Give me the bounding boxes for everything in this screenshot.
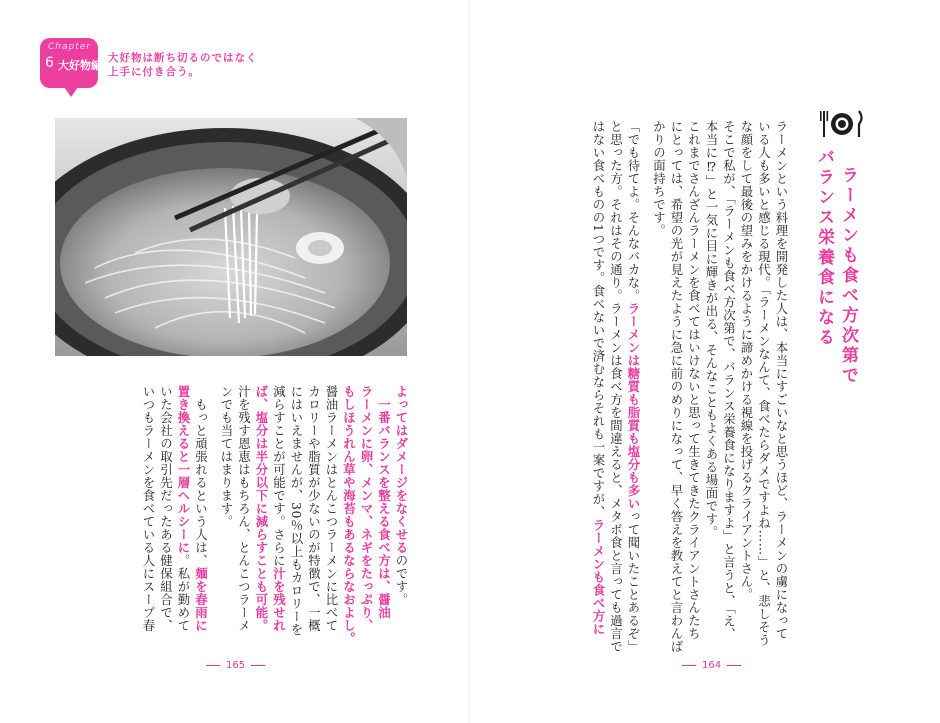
highlight-text: 一番バランスを整える食べ方は、醤油 bbox=[376, 398, 392, 619]
column-text: のです。 bbox=[394, 554, 409, 606]
column-text: 減らすことが可能です。さらに bbox=[271, 385, 287, 567]
section-heading bbox=[812, 148, 884, 386]
chapter-word: Chapter bbox=[48, 42, 91, 52]
highlight-text: 汁を残せれ bbox=[271, 567, 287, 632]
text-column bbox=[755, 120, 773, 647]
text-column bbox=[703, 120, 721, 640]
text-column bbox=[270, 385, 288, 653]
text-column bbox=[773, 120, 791, 640]
text-column bbox=[358, 385, 376, 653]
column-text: かりの面持ちです。 bbox=[651, 120, 667, 237]
chapter-subtitle bbox=[108, 51, 258, 79]
heading-line: バランス栄養食になる bbox=[814, 148, 834, 348]
text-column bbox=[393, 385, 411, 653]
chapter-subtitle-line: 上手に付き合う。 bbox=[108, 66, 200, 78]
chapter-number: 6 bbox=[45, 55, 54, 71]
column-text: カロリーや脂質が少ないのが特徴で、一概 bbox=[306, 385, 322, 632]
text-column bbox=[305, 385, 323, 653]
text-column bbox=[590, 120, 608, 640]
text-column bbox=[375, 385, 393, 653]
chapter-subtitle-line: 大好物は断ち切るのではなく bbox=[108, 52, 258, 64]
column-text: ラーメンという料理を開発した人は、本当にすごいなと思うほど、ラーメンの虜になって bbox=[774, 120, 789, 640]
column-text: な顔をして最後の望みをかけるように諦めかける視線を投げるクライアントさん。 bbox=[739, 120, 754, 601]
text-column bbox=[192, 385, 210, 653]
page-number-right bbox=[676, 660, 747, 671]
page-number-value: 164 bbox=[702, 660, 722, 671]
page-number-value: 165 bbox=[226, 660, 246, 671]
highlight-text: ラーメンも食べ方に bbox=[591, 518, 606, 636]
text-column bbox=[607, 120, 625, 653]
heading-line: ラーメンも食べ方次第で bbox=[838, 165, 858, 386]
plate-cutlery-icon bbox=[820, 108, 864, 140]
column-text: 醤油ラーメンはとんこつラーメンに比べて bbox=[324, 385, 339, 632]
text-column bbox=[323, 385, 341, 653]
text-column bbox=[625, 120, 643, 653]
highlight-text: ラーメンに卵、メンマ、ネギをたっぷり、 bbox=[359, 385, 374, 632]
column-text: と思った方。それはその通り。ラーメンは食べ方を間違えると、メタボ食と言っても過言で bbox=[608, 120, 624, 653]
text-column bbox=[210, 385, 218, 653]
column-text: そこで私が、「ラーメンも食べ方次第で、バランス栄養食になりますよ」と言うと、「え、 bbox=[721, 120, 737, 641]
text-column bbox=[738, 120, 756, 640]
chapter-title: 大好物編 bbox=[58, 59, 102, 72]
column-text: はない食べものの1つです。食べないで済むならそれも一案ですが、 bbox=[591, 120, 606, 519]
page-number-left bbox=[200, 660, 271, 671]
text-column bbox=[685, 120, 703, 640]
column-text: ンでも当てはまります。 bbox=[219, 385, 234, 528]
ramen-photo bbox=[55, 118, 407, 356]
highlight-text: ラーメンは糖質も脂質も塩分も多い bbox=[626, 302, 641, 510]
highlight-text: 麺を春雨に bbox=[193, 567, 209, 632]
left-page-body bbox=[140, 385, 411, 653]
column-text: にはいえませんが、30％以上もカロリーを bbox=[289, 385, 304, 636]
column-text: いつもラーメンを食べている人にスープ春 bbox=[141, 385, 156, 632]
text-column bbox=[288, 385, 306, 653]
text-column bbox=[650, 120, 668, 640]
text-column bbox=[642, 120, 650, 640]
text-column bbox=[218, 385, 236, 653]
column-text: 「でも待てよ。そんなバカな。 bbox=[626, 120, 641, 302]
column-text: これまでさんざんラーメンを食べてはいけないと思って生きてきたクライアントさんたち bbox=[686, 120, 702, 640]
text-column bbox=[340, 385, 358, 653]
text-column bbox=[668, 120, 686, 653]
text-column bbox=[253, 385, 271, 653]
highlight-text: よってはダメージをなくせる bbox=[394, 385, 409, 554]
text-column bbox=[140, 385, 158, 653]
highlight-text: もしほうれん草や海苔もあるならなおよし。 bbox=[341, 385, 357, 645]
text-column bbox=[720, 120, 738, 640]
text-column bbox=[235, 385, 253, 653]
column-text: 。私が勤めて bbox=[176, 554, 191, 632]
right-page-body bbox=[590, 120, 791, 653]
text-column bbox=[175, 385, 193, 653]
highlight-text: 置き換えると一層ヘルシーに bbox=[176, 385, 191, 554]
column-text: もっと頑張れるという人は、 bbox=[193, 385, 209, 567]
column-text: にとっては、希望の光が見えたように急に前のめりになって、早く答えを教えてと言わんば bbox=[669, 120, 684, 653]
text-column bbox=[157, 385, 175, 653]
column-text bbox=[377, 385, 392, 398]
highlight-text: ば、塩分は半分以下に減らすことも可能。 bbox=[254, 385, 269, 632]
column-text: 汁を残す恩恵はもちろん、とんこつラーメ bbox=[236, 385, 252, 632]
column-text: って聞いたことあるぞ」 bbox=[626, 510, 641, 653]
column-text: いる人も多いと感じる現代。「ラーメンなんて、食べたらダメですよね……」と、悲しそう bbox=[756, 120, 772, 647]
column-text: 本当に⁉」と一気に目に輝きが出る、そんなこともよくある場面です。 bbox=[704, 120, 719, 539]
column-text: いた会社の取引先だったある健保組合で、 bbox=[158, 385, 174, 632]
page-gutter bbox=[469, 0, 470, 723]
